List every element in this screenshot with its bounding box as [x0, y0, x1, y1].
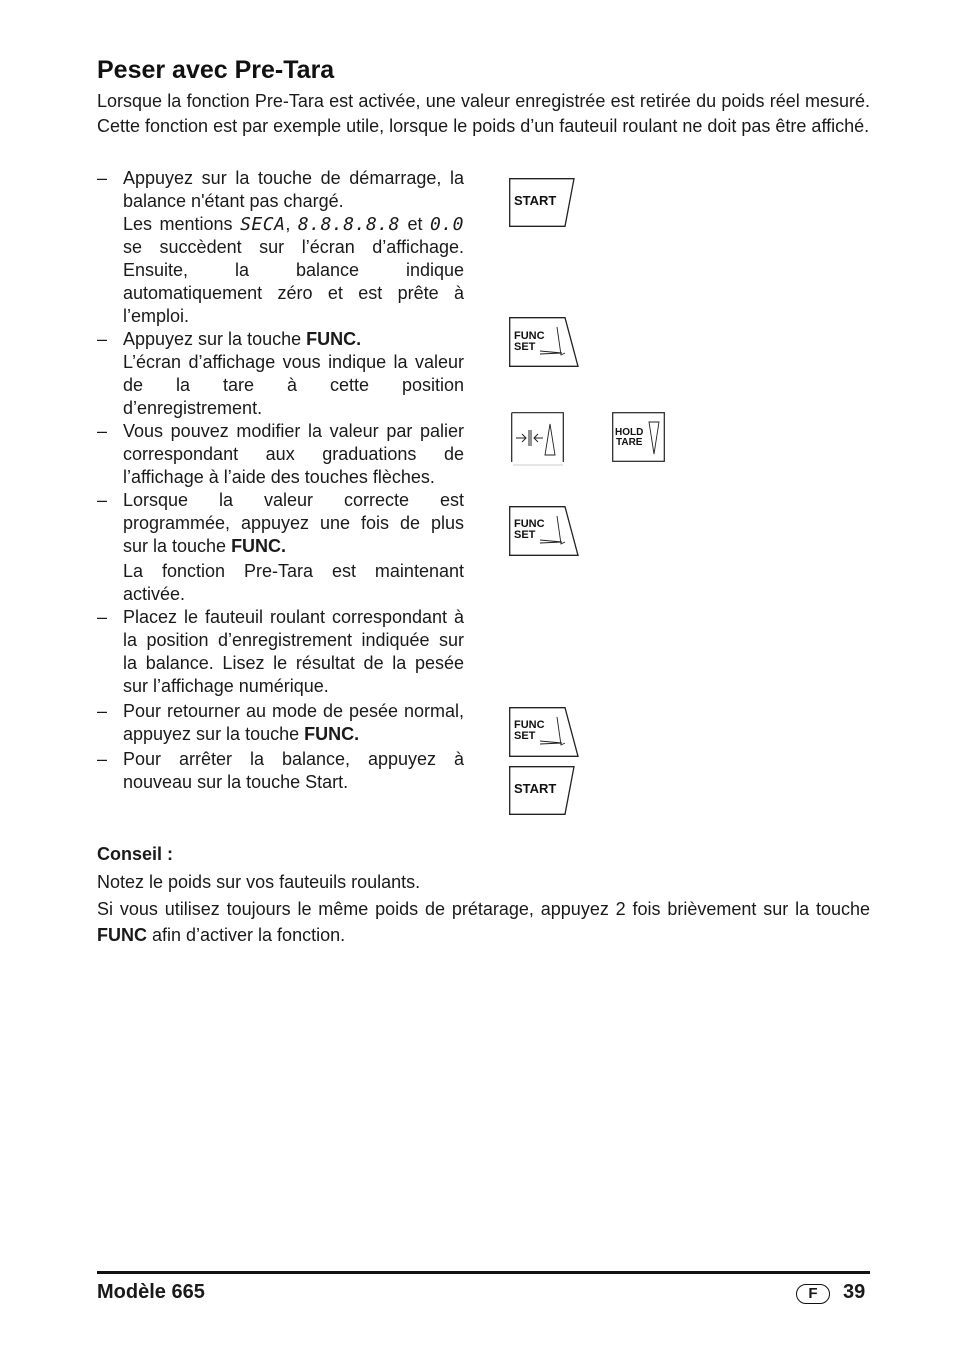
start-key-2	[509, 766, 575, 815]
set-key-label-2: SET	[514, 529, 536, 541]
start-key-label: START	[514, 193, 557, 208]
start-key	[509, 178, 575, 227]
func-set-key-2	[509, 506, 579, 556]
hold-key-label: HOLD	[615, 427, 644, 438]
func-key-label-3: FUNC	[514, 719, 545, 731]
page-number: 39	[843, 1281, 866, 1303]
func-set-key	[509, 317, 579, 367]
start-key-2-label: START	[514, 781, 557, 796]
set-key-label-1: SET	[514, 341, 536, 353]
set-key-label-3: SET	[514, 730, 536, 742]
step-4-detail: La fonction Pre-Tara est maintenant activée.	[123, 561, 464, 604]
step-2: – Appuyez sur la touche FUNC. L’écran d’affichage vous indique la valeur de la tare à cette position d’enregistrement.	[97, 329, 464, 418]
display-88888: 8.8.8.8.8	[297, 214, 400, 235]
tare-key-label: TARE	[616, 437, 643, 448]
step-3: – Vous pouvez modifier la valeur par palier correspondant aux graduations de l’affichage à l’aide des touches flèches.	[97, 421, 464, 487]
language-badge: F	[796, 1284, 830, 1304]
func-set-key-3	[509, 707, 579, 757]
step-1-text: Appuyez sur la touche de démarrage, la balance n'étant pas chargé.	[123, 168, 464, 211]
section-title: Peser avec Pre-Tara	[97, 56, 335, 84]
arrow-key-outline	[511, 412, 564, 466]
step-7: – Pour arrêter la balance, appuyez à nouveau sur la touche Start.	[97, 749, 464, 792]
tip-title: Conseil :	[97, 844, 174, 864]
tip-paragraph-2: Si vous utilisez toujours le même poids de prétarage, appuyez 2 fois brièvement sur la touche FUNC afin d’activer la fonction.	[97, 899, 870, 945]
hold-tare-key	[612, 412, 665, 462]
display-zero: 0.0	[429, 214, 464, 235]
footer-model: Modèle 665	[97, 1281, 205, 1303]
step-5: – Placez le fauteuil roulant correspondant à la position d’enregistrement indiquée sur la balance. Lisez le résultat de la pesée sur l’affichage numérique.	[97, 607, 464, 696]
step-2-detail: L’écran d’affichage vous indique la valeur de la tare à cette position d’enregistrement.	[123, 352, 464, 418]
display-seca: SECA	[240, 214, 286, 235]
instruction-steps	[97, 167, 464, 794]
func-key-label-2: FUNC	[514, 518, 545, 530]
footer-divider	[97, 1271, 870, 1274]
func-key-label-1: FUNC	[514, 330, 545, 342]
step-6: – Pour retourner au mode de pesée normal, appuyez sur la touche FUNC.	[97, 701, 464, 744]
intro-paragraph: Lorsque la fonction Pre-Tara est activée, une valeur enregistrée est retirée du poids réel mesuré. Cette fonction est par exemple utile, lorsque le poids d’un fauteuil roulant ne doit pas être affiché.	[97, 91, 870, 136]
step-4: – Lorsque la valeur correcte est programmée, appuyez une fois de plus sur la touche FUNC. La fonction Pre-Tara est maintenant activée.	[97, 490, 464, 604]
step-1-display-text: Les mentions SECA, 8.8.8.8.8 et 0.0 se succèdent sur l’écran d’affichage. Ensuite, la balance indique automatiquement zéro et est prête à l’emploi.	[123, 214, 464, 326]
tip-paragraph-1: Notez le poids sur vos fauteuils roulants.	[97, 872, 421, 892]
step-1: – Appuyez sur la touche de démarrage, la balance n'étant pas chargé. Les mentions SECA, 8.8.8.8.8 et 0.0 se succèdent sur l’écran d’affichage. Ensuite, la balance indique automatiquement zéro et est prête à l’emploi.	[97, 168, 464, 326]
arrow-down-key	[511, 412, 564, 464]
